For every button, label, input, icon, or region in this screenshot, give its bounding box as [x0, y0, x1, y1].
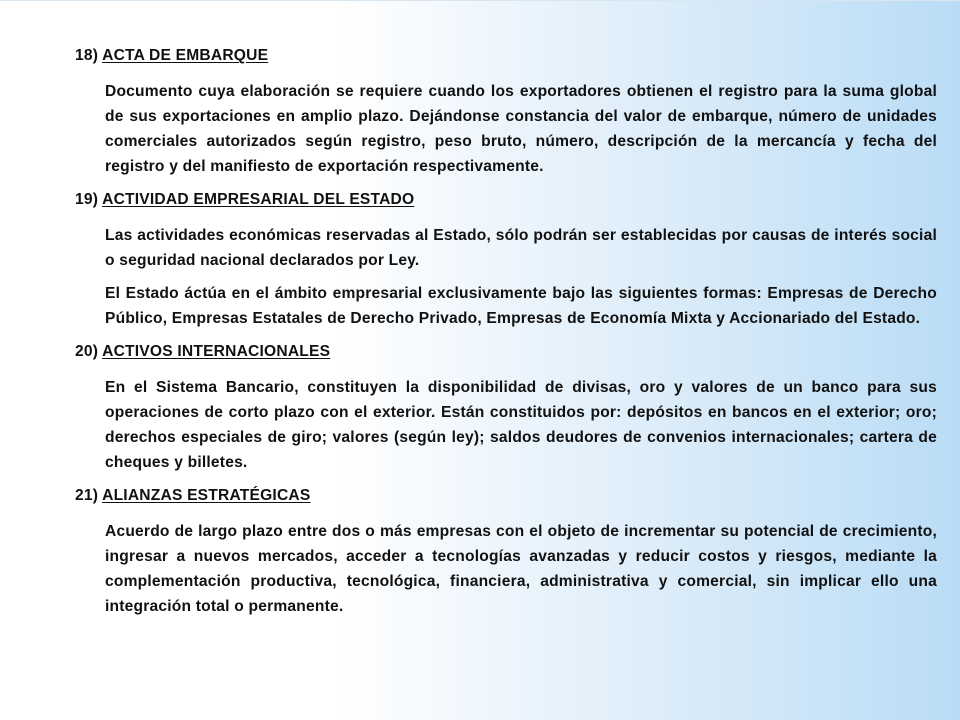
term-number: 19) [75, 191, 99, 208]
term-title: ACTIVIDAD EMPRESARIAL DEL ESTADO [102, 191, 415, 208]
glossary-content [75, 45, 937, 629]
term-title: ACTIVOS INTERNACIONALES [102, 343, 331, 360]
term-definition: El Estado áctúa en el ámbito empresarial exclusivamente bajo las siguientes formas: Empresas de Derecho Público, Empresas Estatales de Derecho Privado, Empresas de Economía Mixta y Accionariado del Estado. [105, 285, 937, 327]
term-heading-20 [75, 341, 937, 363]
term-title: ACTA DE EMBARQUE [102, 47, 269, 64]
term-heading-18 [75, 45, 937, 67]
term-number: 18) [75, 47, 99, 64]
term-definition: Las actividades económicas reservadas al Estado, sólo podrán ser establecidas por causas de interés social o seguridad nacional declarados por Ley. [105, 227, 937, 269]
term-heading-19 [75, 189, 937, 211]
term-definition: Documento cuya elaboración se requiere cuando los exportadores obtienen el registro para la suma global de sus exportaciones en amplio plazo. Dejándonse constancia del valor de embarque, número de unidades comerciales autorizados según registro, peso bruto, número, descripción de la mercancía y fecha del registro y del manifiesto de exportación respectivamente. [105, 83, 937, 175]
term-number: 21) [75, 487, 99, 504]
term-title: ALIANZAS ESTRATÉGICAS [102, 487, 311, 504]
term-definition: Acuerdo de largo plazo entre dos o más empresas con el objeto de incrementar su potencial de crecimiento, ingresar a nuevos mercados, acceder a tecnologías avanzadas y reducir costos y riesgos, mediante la complementación productiva, tecnológica, financiera, administrativa y comercial, sin implicar ello una integración total o permanente. [105, 523, 937, 615]
term-definition: En el Sistema Bancario, constituyen la disponibilidad de divisas, oro y valores de un banco para sus operaciones de corto plazo con el exterior. Están constituidos por: depósitos en bancos en el exterior; oro; derechos especiales de giro; valores (según ley); saldos deudores de convenios internacionales; cartera de cheques y billetes. [105, 379, 937, 471]
term-heading-21 [75, 485, 937, 507]
term-number: 20) [75, 343, 99, 360]
